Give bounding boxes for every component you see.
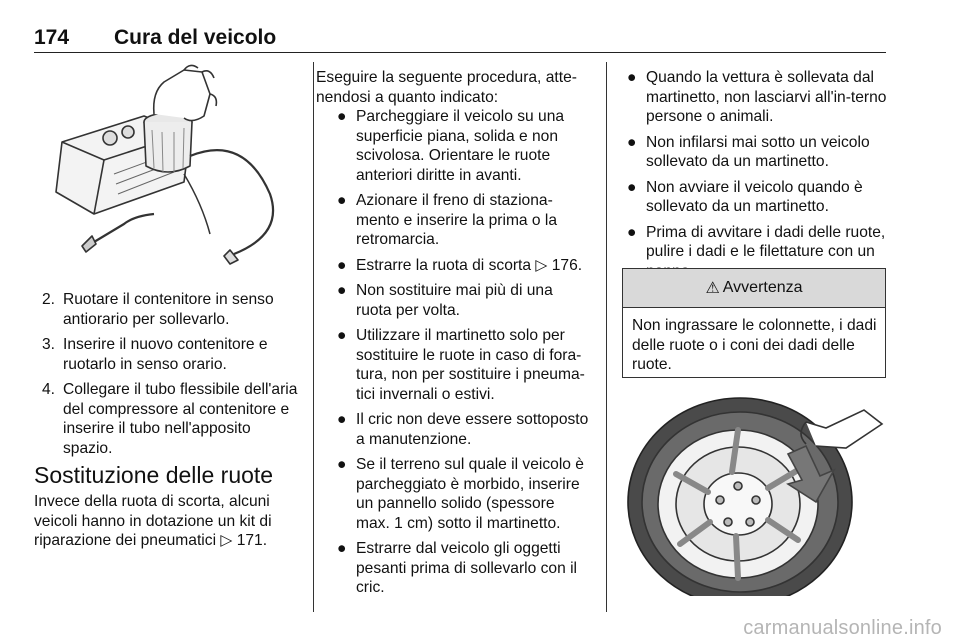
page-number: 174: [34, 26, 70, 49]
list-item: [330, 107, 592, 185]
column-divider-right: [606, 62, 607, 612]
warning-icon: ⚠: [705, 280, 720, 297]
step-number: 4.: [42, 381, 56, 398]
list-item-text: Prima di avvitare i dadi delle ruote, pulire i dadi e le filettature con un: [646, 223, 886, 260]
step-item: [42, 290, 300, 329]
list-item: [330, 256, 592, 276]
list-item: [620, 68, 888, 127]
list-item: [330, 455, 592, 533]
list-item-text: Il cric non deve essere sottoposto a manutenzione.: [356, 411, 589, 448]
warning-title: Avvertenza: [722, 279, 803, 296]
page-header: [34, 22, 886, 53]
running-title: Cura del veicolo: [114, 26, 277, 49]
list-item-text: Se il terreno sul quale il veicolo è parcheggiato è morbido, inserire un pannello solido (spessore max. 1 cm) sotto il martinetto.: [356, 456, 584, 532]
section-heading: Sostituzione delle ruote: [34, 462, 274, 488]
list-item-text: Azionare il freno di staziona-mento e inserire la prima o la retromarcia.: [356, 192, 558, 248]
bullet-icon: ●: [627, 133, 637, 151]
bullet-icon: ●: [337, 108, 347, 125]
bullet-icon: ●: [337, 456, 347, 473]
section-intro: Invece della ruota di scorta, alcuni veicoli hanno in dotazione un kit di riparazione dei pneumatici ▷ 171.: [34, 493, 272, 549]
bullet-icon: ●: [627, 69, 637, 86]
list-item-text: Quando la vettura è sollevata dal martinetto, non lasciarvi all'in-terno persone o animali.: [646, 69, 887, 125]
list-item-text: Estrarre dal veicolo gli oggetti pesanti prima di sollevarlo con il cric.: [356, 540, 578, 596]
bullet-icon: ●: [627, 178, 637, 196]
list-item: [620, 133, 888, 172]
list-item: [330, 281, 592, 320]
bullet-icon: ●: [337, 282, 347, 299]
step-text: Collegare il tubo flessibile dell'aria del compressore al contenitore e inserire il tubo nell'apposito spazio.: [63, 381, 298, 457]
bullet-icon: ●: [337, 327, 347, 344]
procedure-bullets: [330, 107, 592, 604]
step-text: Inserire il nuovo contenitore e ruotarlo in senso orario.: [63, 336, 268, 373]
list-item-text: Estrarre la ruota di scorta ▷ 176.: [356, 256, 583, 274]
step-list: [42, 290, 300, 464]
figure-wheel: [620, 384, 886, 596]
step-number: 2.: [42, 291, 56, 308]
bullet-icon: ●: [337, 411, 347, 428]
watermark: carmanualsonline.info: [743, 617, 942, 639]
column-divider-left: [313, 62, 314, 612]
list-item-text: Non sostituire mai più di una ruota per volta.: [356, 282, 553, 319]
warning-header: [623, 269, 885, 308]
list-item: [330, 191, 592, 250]
warning-text: Non ingrassare le colonnette, i dadi delle ruote o i coni dei dadi delle ruote.: [632, 317, 877, 373]
list-item-text: Utilizzare il martinetto solo per sostituire le ruote in caso di fora-tura, non per sostituire i pneuma-tici invernali o estivi.: [356, 327, 585, 403]
list-item: [330, 539, 592, 598]
safety-bullets: [620, 68, 888, 287]
list-item-text: Non avviare il veicolo quando è sollevato da un martinetto.: [646, 178, 863, 215]
bullet-icon: ●: [337, 256, 347, 274]
figure-compressor: [34, 64, 298, 276]
compressor-sealant-icon: [34, 64, 298, 276]
list-item: [330, 410, 592, 449]
list-item: [330, 326, 592, 404]
step-text: Ruotare il contenitore in senso antiorario per sollevarlo.: [63, 291, 274, 328]
step-item: [42, 335, 300, 374]
bullet-icon: ●: [337, 540, 347, 557]
bullet-icon: ●: [337, 192, 347, 209]
list-item-text: Non infilarsi mai sotto un veicolo sollevato da un martinetto.: [646, 133, 870, 170]
list-item-text: Parcheggiare il veicolo su una superficie piana, solida e non scivolosa. Orientare le ruote anteriori diritte in avanti.: [356, 108, 565, 184]
warning-box: [622, 268, 886, 378]
wheel-hubcap-icon: [620, 384, 886, 596]
step-item: [42, 380, 300, 458]
step-number: 3.: [42, 336, 56, 353]
bullet-icon: ●: [627, 223, 637, 241]
procedure-intro: Eseguire la seguente procedura, atte-nendosi a quanto indicato:: [316, 69, 577, 106]
list-item: [620, 178, 888, 217]
